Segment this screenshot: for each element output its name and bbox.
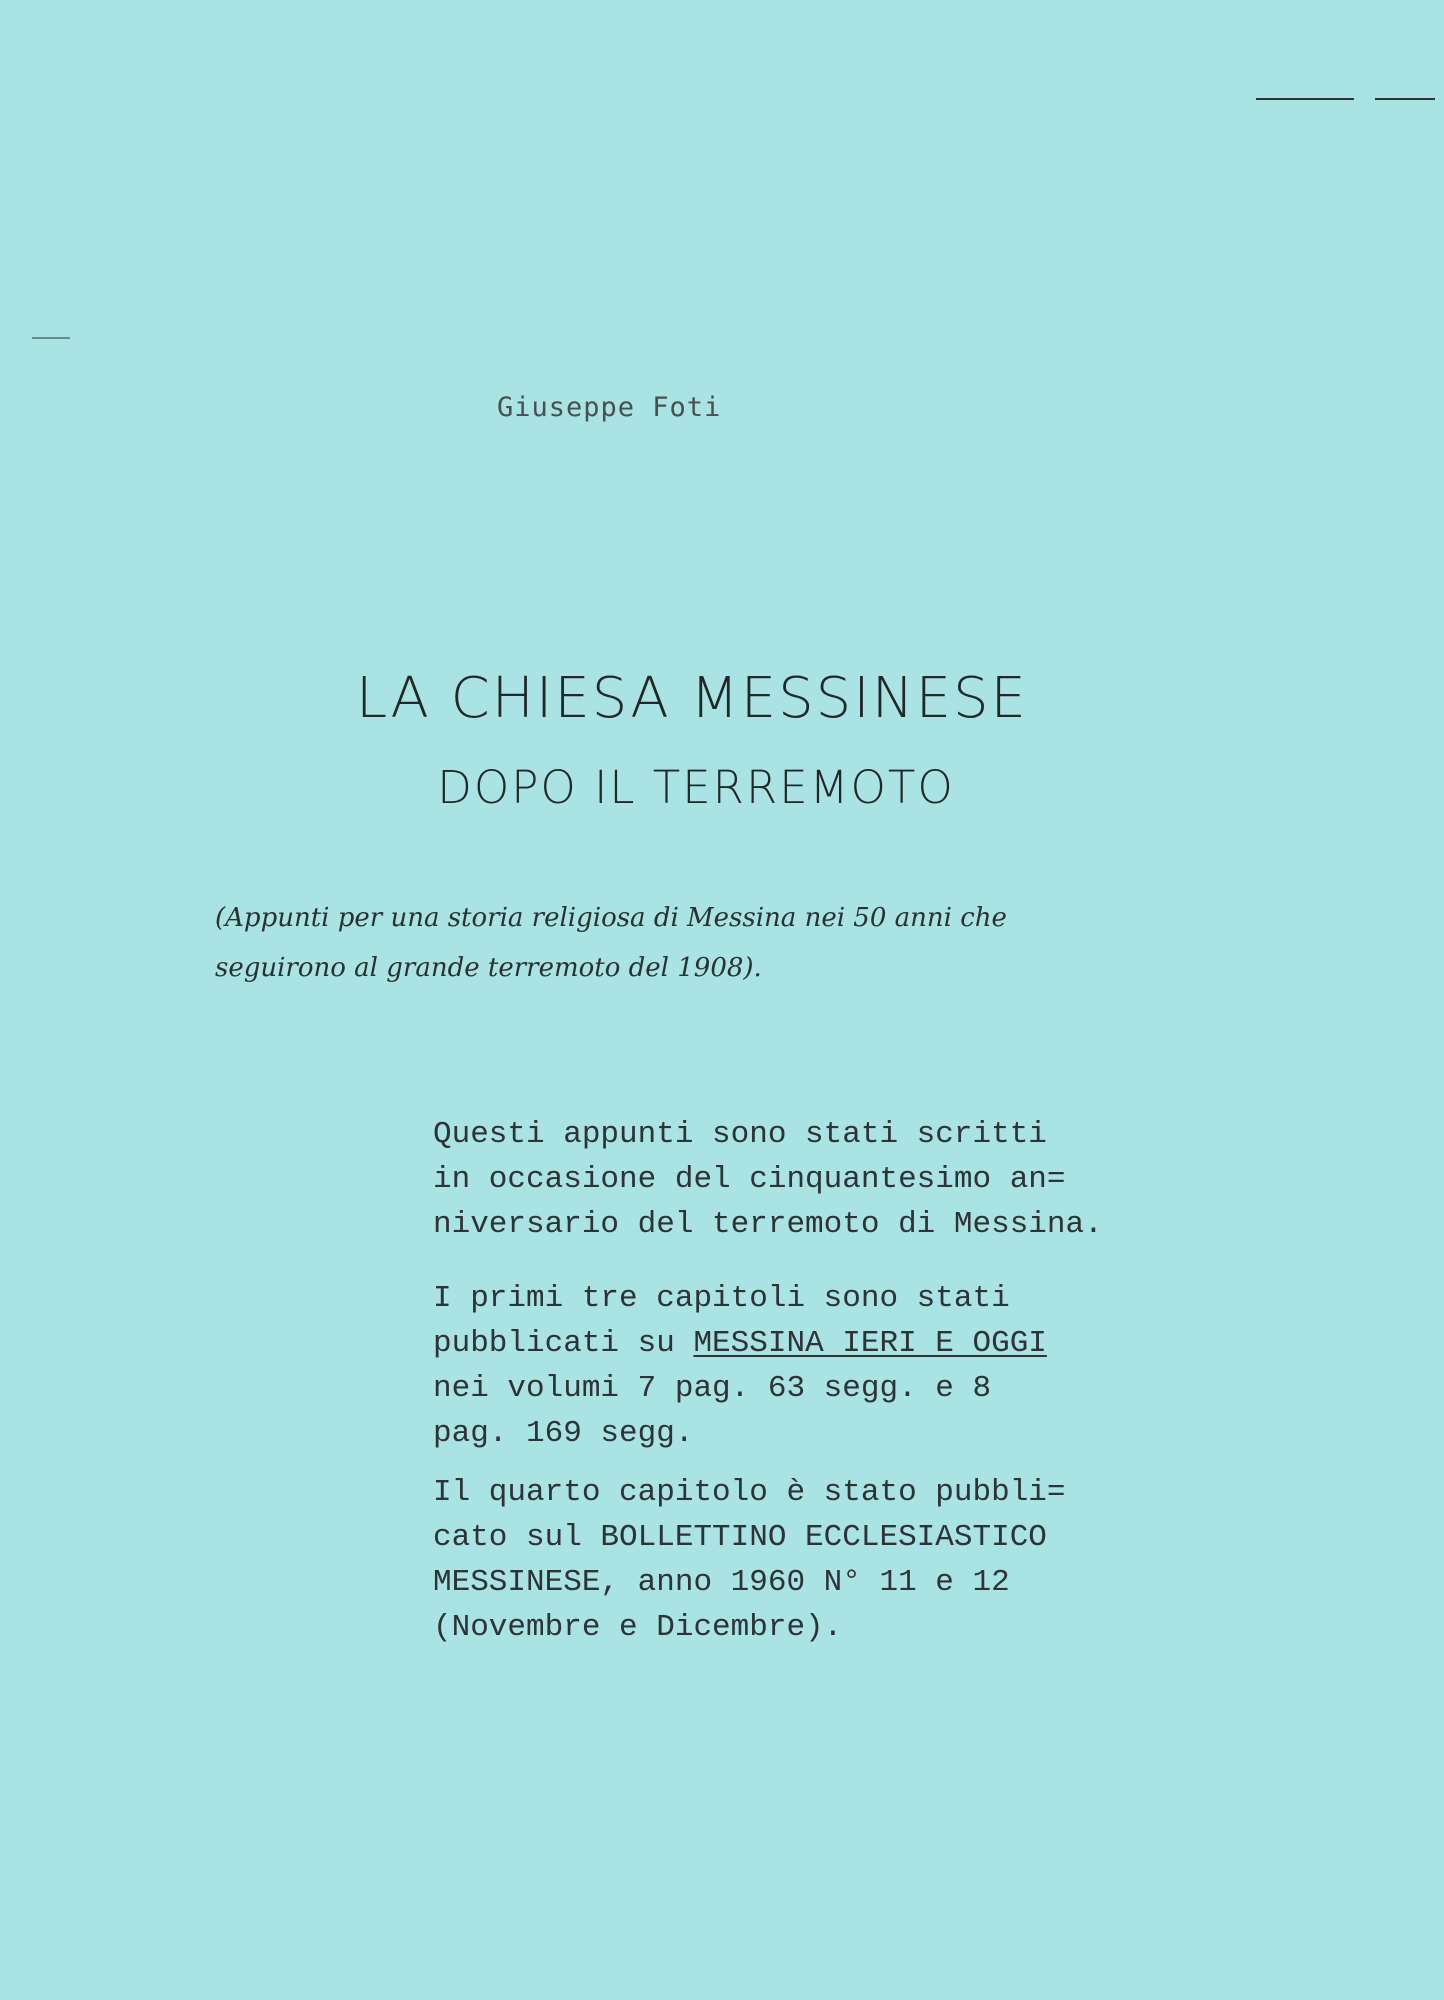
notes-paragraph-2 (433, 1276, 1333, 1456)
intro-line: seguirono al grande terremoto del 1908). (215, 953, 762, 983)
document-title: LA CHIESA MESSINESE (356, 666, 1028, 731)
top-right-rule-long (1256, 98, 1354, 100)
intro-line: (Appunti per una storia religiosa di Messina nei 50 anni che (215, 903, 1007, 933)
author-name: Giuseppe Foti (497, 392, 722, 423)
publication-title-underlined: MESSINA IERI E OGGI (693, 1326, 1047, 1361)
notes-line: Il quarto capitolo è stato pubbli= (433, 1475, 1066, 1510)
notes-line: cato sul BOLLETTINO ECCLESIASTICO (433, 1520, 1047, 1555)
typewritten-notes (433, 1112, 1333, 1650)
notes-line: niversario del terremoto di Messina. (433, 1207, 1103, 1242)
notes-paragraph-3 (433, 1470, 1333, 1650)
notes-paragraph-1 (433, 1112, 1333, 1247)
notes-line: (Novembre e Dicembre). (433, 1610, 843, 1645)
left-margin-dash (32, 337, 70, 339)
top-right-rule-short (1375, 98, 1435, 100)
notes-line: nei volumi 7 pag. 63 segg. e 8 (433, 1371, 992, 1406)
notes-line: in occasione del cinquantesimo an= (433, 1162, 1066, 1197)
notes-line-prefix: pubblicati su (433, 1326, 694, 1361)
notes-line: MESSINESE, anno 1960 N° 11 e 12 (433, 1565, 1010, 1600)
intro-note (215, 893, 1215, 993)
notes-line: I primi tre capitoli sono stati (433, 1281, 1010, 1316)
notes-line (433, 1321, 1333, 1366)
document-subtitle: DOPO IL TERREMOTO (437, 761, 955, 814)
notes-line: pag. 169 segg. (433, 1416, 694, 1451)
notes-line: Questi appunti sono stati scritti (433, 1117, 1047, 1152)
